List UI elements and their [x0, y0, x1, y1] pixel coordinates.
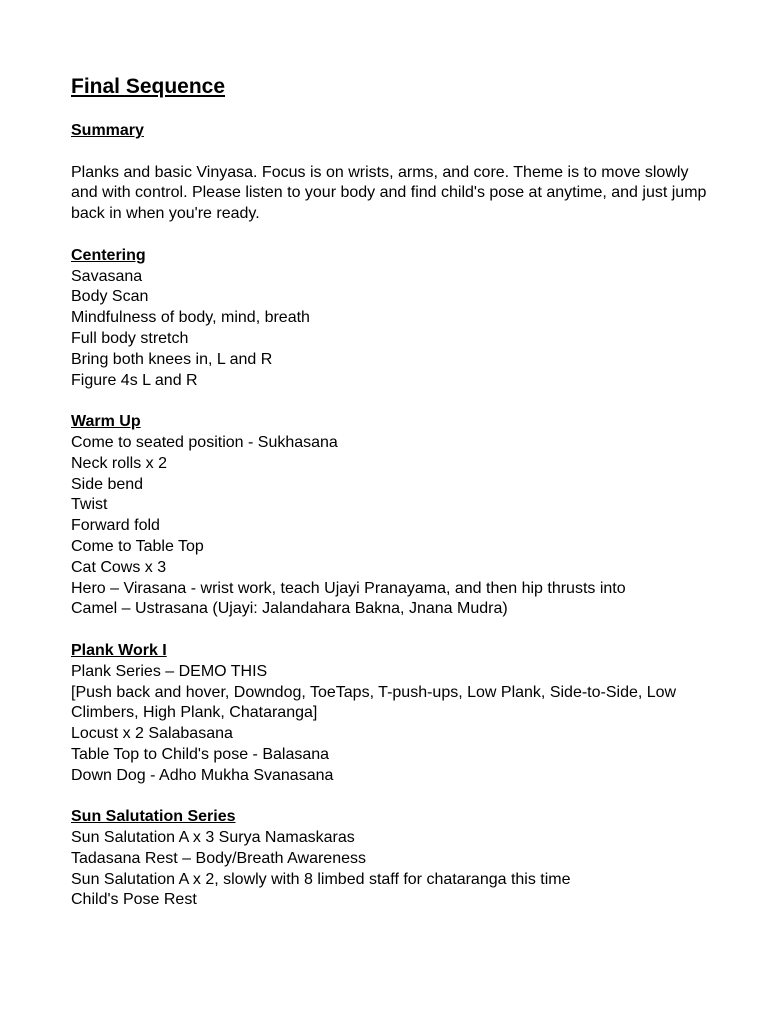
- summary-text: Planks and basic Vinyasa. Focus is on wrists, arms, and core. Theme is to move slowly and with control. Please listen to your body and find child's pose at anytime, and just jump back in when you're ready.: [71, 163, 707, 223]
- plank-work-item: Down Dog - Adho Mukha Svanasana: [71, 766, 334, 784]
- warm-up-heading: Warm Up: [71, 413, 141, 431]
- centering-item: Figure 4s L and R: [71, 371, 198, 389]
- warm-up-item: Come to seated position - Sukhasana: [71, 433, 338, 451]
- plank-work-item: Locust x 2 Salabasana: [71, 725, 233, 743]
- warm-up-item: Twist: [71, 496, 108, 514]
- sun-salutation-item: Tadasana Rest – Body/Breath Awareness: [71, 849, 366, 867]
- warm-up-item: Cat Cows x 3: [71, 558, 167, 576]
- plank-work-heading: Plank Work I: [71, 641, 167, 659]
- warm-up-item: Neck rolls x 2: [71, 454, 168, 472]
- document-page: [71, 72, 711, 911]
- centering-item: Bring both knees in, L and R: [71, 350, 273, 368]
- warm-up-item: Come to Table Top: [71, 537, 204, 555]
- warm-up-item: Hero – Virasana - wrist work, teach Ujayi Pranayama, and then hip thrusts into: [71, 579, 626, 597]
- plank-work-item: [Push back and hover, Downdog, ToeTaps, T-push-ups, Low Plank, Side-to-Side, Low Climbers, High Plank, Chataranga]: [71, 683, 677, 722]
- warm-up-item: Camel – Ustrasana (Ujayi: Jalandahara Bakna, Jnana Mudra): [71, 600, 508, 618]
- sun-salutation-item: Sun Salutation A x 3 Surya Namaskaras: [71, 829, 355, 847]
- sun-salutation-heading: Sun Salutation Series: [71, 808, 236, 826]
- centering-item: Body Scan: [71, 288, 149, 306]
- centering-heading: Centering: [71, 246, 146, 264]
- plank-work-item: Table Top to Child's pose - Balasana: [71, 745, 330, 763]
- centering-item: Full body stretch: [71, 329, 189, 347]
- warm-up-item: Forward fold: [71, 517, 160, 535]
- summary-heading: Summary: [71, 122, 144, 139]
- sun-salutation-item: Child's Pose Rest: [71, 891, 197, 909]
- sun-salutation-item: Sun Salutation A x 2, slowly with 8 limbed staff for chataranga this time: [71, 870, 571, 888]
- centering-item: Savasana: [71, 267, 143, 285]
- centering-item: Mindfulness of body, mind, breath: [71, 309, 310, 327]
- warm-up-item: Side bend: [71, 475, 144, 493]
- document-title: Final Sequence: [71, 75, 226, 98]
- plank-work-item: Plank Series – DEMO THIS: [71, 662, 268, 680]
